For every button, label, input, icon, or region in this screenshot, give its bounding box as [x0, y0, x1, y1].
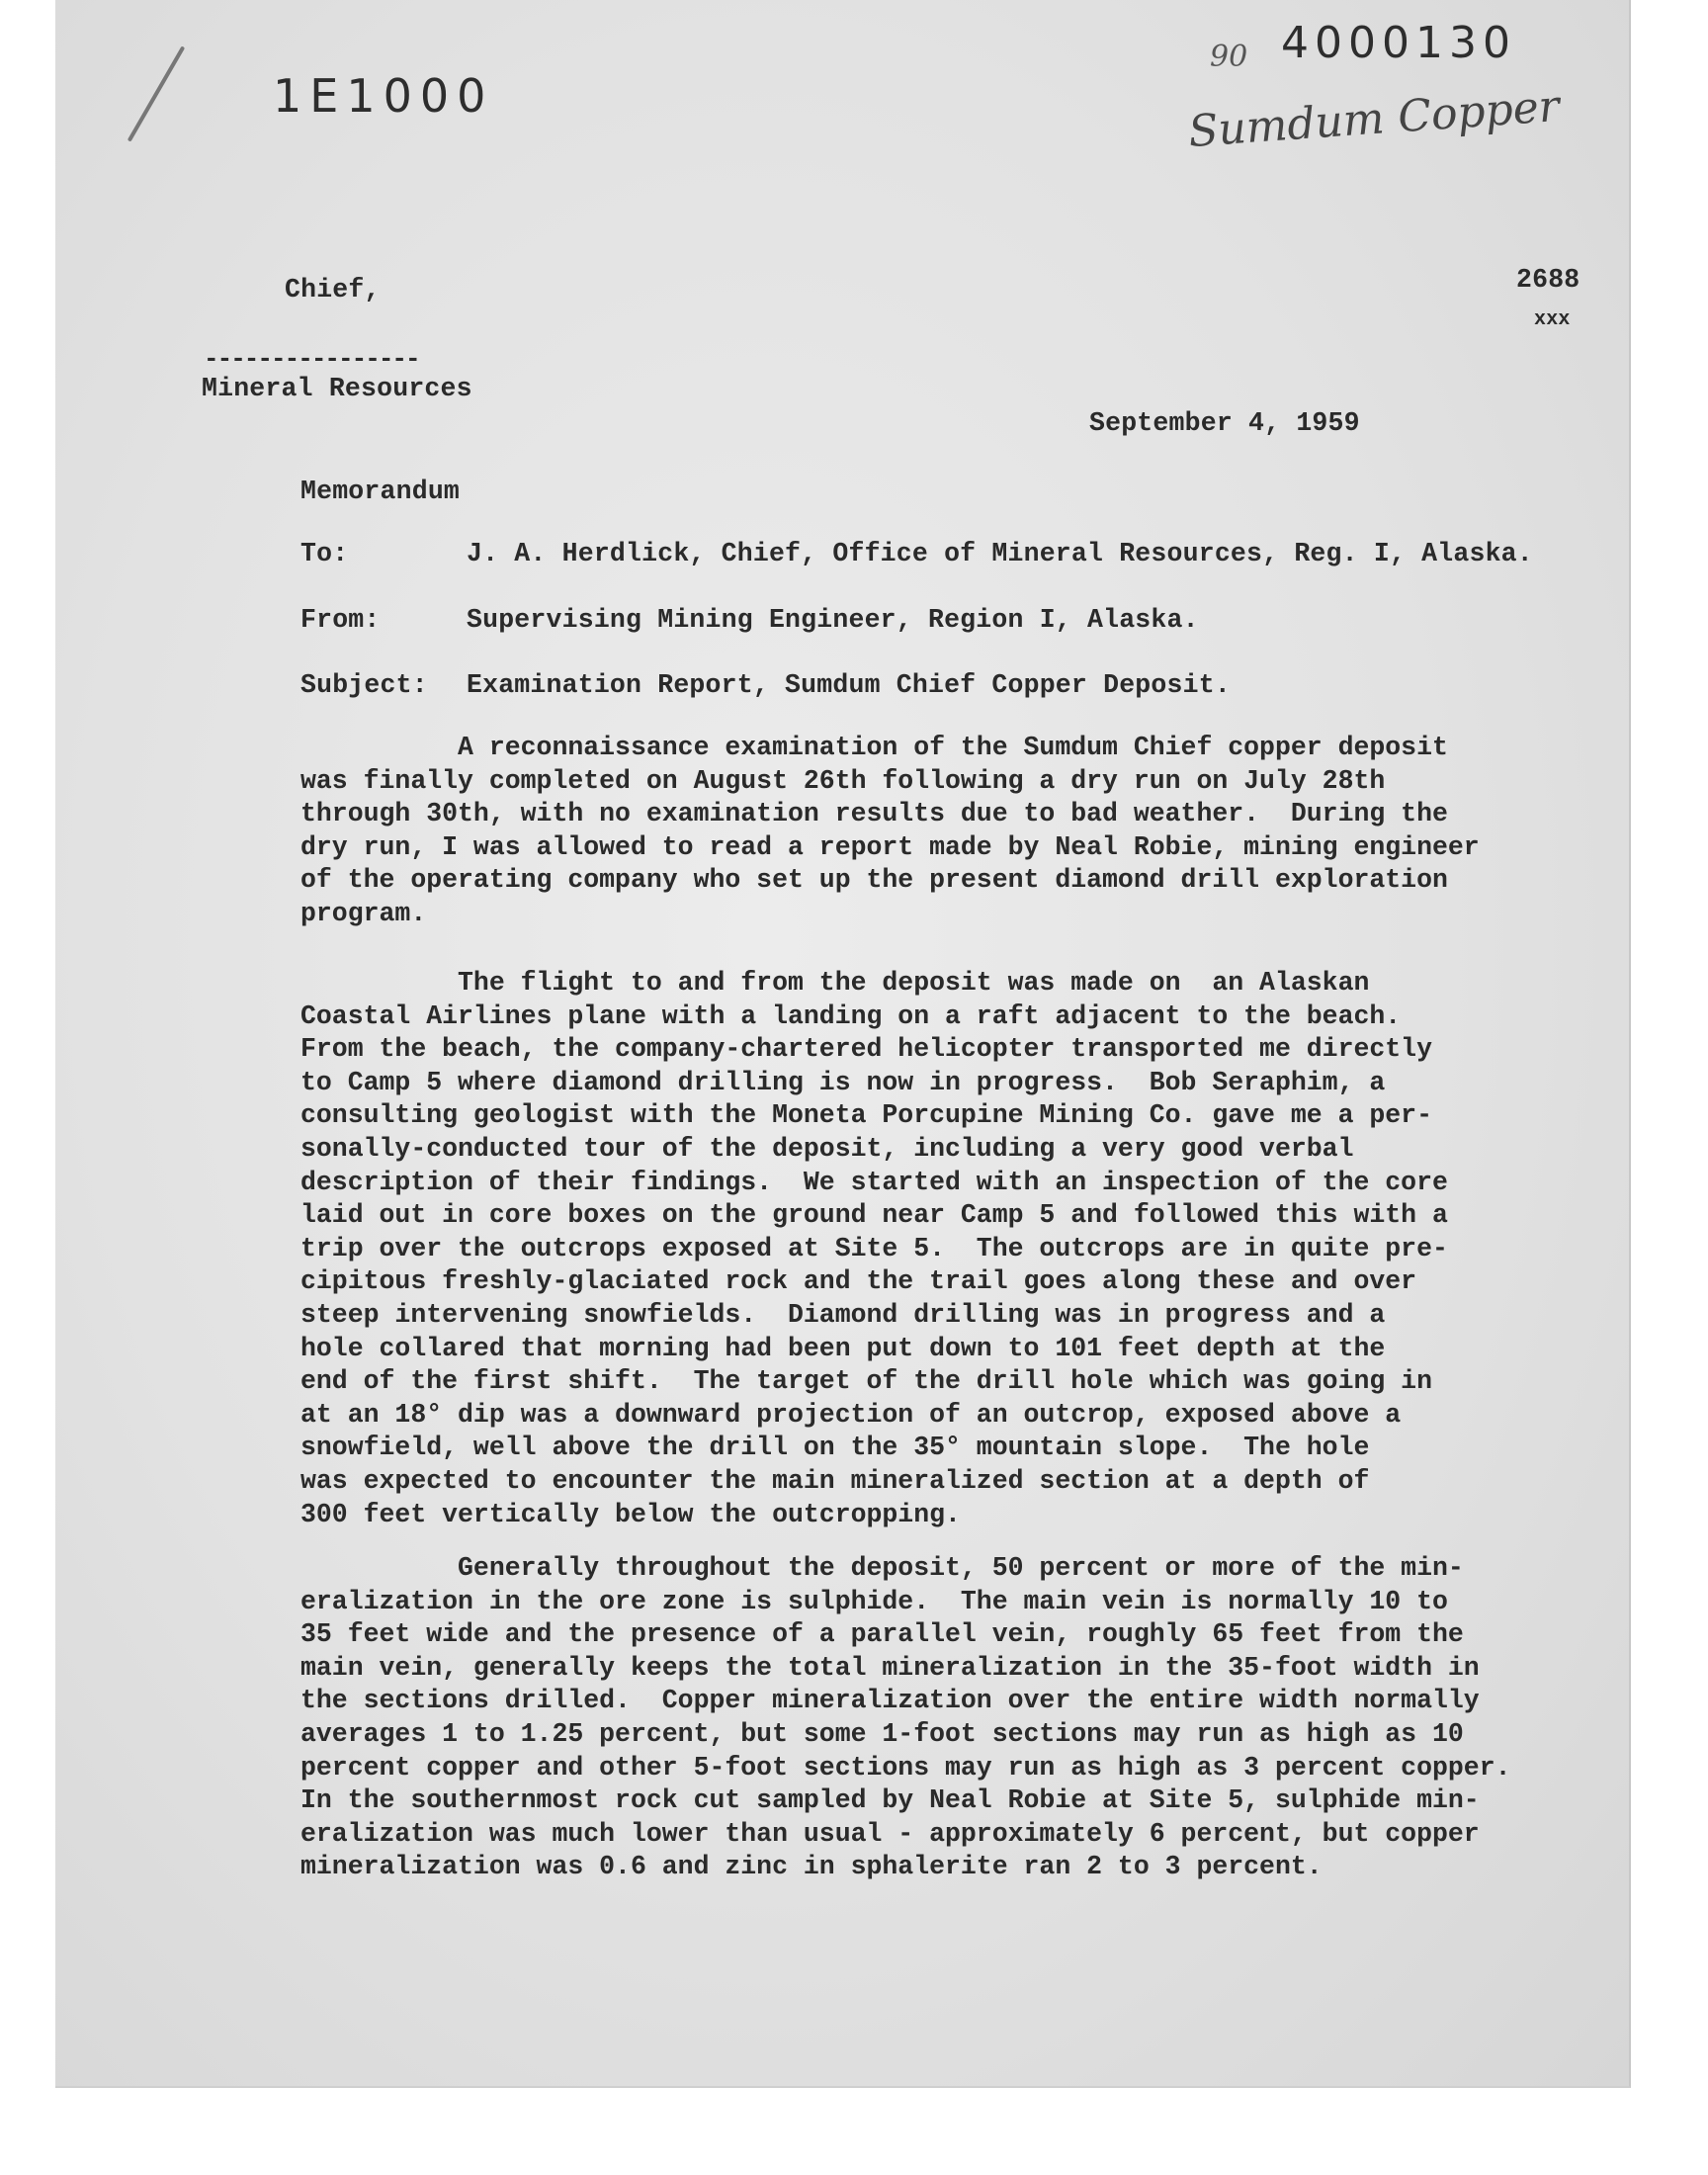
handwritten-note: Sumdum Copper: [1186, 80, 1562, 158]
stamp-number-left: 1E1000: [273, 69, 494, 123]
file-code: 2688: [1516, 265, 1580, 295]
from-label: From:: [300, 605, 381, 635]
stamp-number-right: 4000130: [1281, 18, 1516, 68]
stamp-prefix-right: 90: [1210, 40, 1248, 74]
document-page: [55, 0, 1631, 2088]
body-paragraph-3: Generally throughout the deposit, 50 percent or more of the min- eralization in the ore zone is sulphide. The main vein is normally 10 to 35 feet wide and the presence of a parallel vein, roughly 65 feet from the main vein, generally keeps the total mineralization in the 35-foot width in the sections drilled. Copper mineralization over the entire width normally averages 1 to 1.25 percent, but some 1-foot sections may run as high as 10 percent copper and other 5-foot sections may run as high as 3 percent copper. In the southernmost rock cut sampled by Neal Robie at Site 5, sulphide min- eralization was much lower than usual - approximately 6 percent, but copper mineralization was 0.6 and zinc in sphalerite ran 2 to 3 percent.: [300, 1553, 1511, 1882]
memo-date: September 4, 1959: [1089, 408, 1360, 438]
pen-mark: [128, 45, 185, 141]
file-code-sub: xxx: [1534, 308, 1571, 331]
to-label: To:: [300, 539, 349, 568]
body-paragraph-2: The flight to and from the deposit was made on an Alaskan Coastal Airlines plane with a landing on a raft adjacent to the beach. From the beach, the company-chartered helicopter transported me directly to Camp 5 where diamond drilling is now in progress. Bob Seraphim, a consulting geologist with the Moneta Porcupine Mining Co. gave me a per- sonally-conducted tour of the deposit, including a very good verbal description of their findings. We started with an inspection of the core laid out in core boxes on the ground near Camp 5 and followed this with a trip over the outcrops exposed at Site 5. The outcrops are in quite pre- cipitous freshly-glaciated rock and the trail goes along these and over steep intervening snowfields. Diamond drilling was in progress and a hole collared that morning had been put down to 101 feet depth at the end of the first shift. The target of the drill hole which was going in at an 18° dip was a downward projection of an outcrop, exposed above a snowfield, well above the drill on the 35° mountain slope. The hole was expected to encounter the main mineralized section at a depth of 300 feet vertically below the outcropping.: [300, 968, 1448, 1529]
doc-type: Memorandum: [300, 477, 461, 506]
division-name: Mineral Resources: [202, 374, 472, 403]
from-value: Supervising Mining Engineer, Region I, Alaska.: [467, 605, 1199, 635]
subject-value: Examination Report, Sumdum Chief Copper Deposit.: [467, 670, 1231, 700]
addressee-line: Chief,: [285, 275, 381, 304]
body-paragraph-1: A reconnaissance examination of the Sumdum Chief copper deposit was finally completed on August 26th following a dry run on July 28th through 30th, with no examination results due to bad weather. During the dry run, I was allowed to read a report made by Neal Robie, mining engineer of the operating company who set up the present diamond drill exploration program.: [300, 733, 1480, 928]
to-value: J. A. Herdlick, Chief, Office of Mineral Resources, Reg. I, Alaska.: [467, 539, 1533, 568]
subject-label: Subject:: [300, 670, 428, 700]
dash-line: ----------------: [204, 344, 419, 374]
